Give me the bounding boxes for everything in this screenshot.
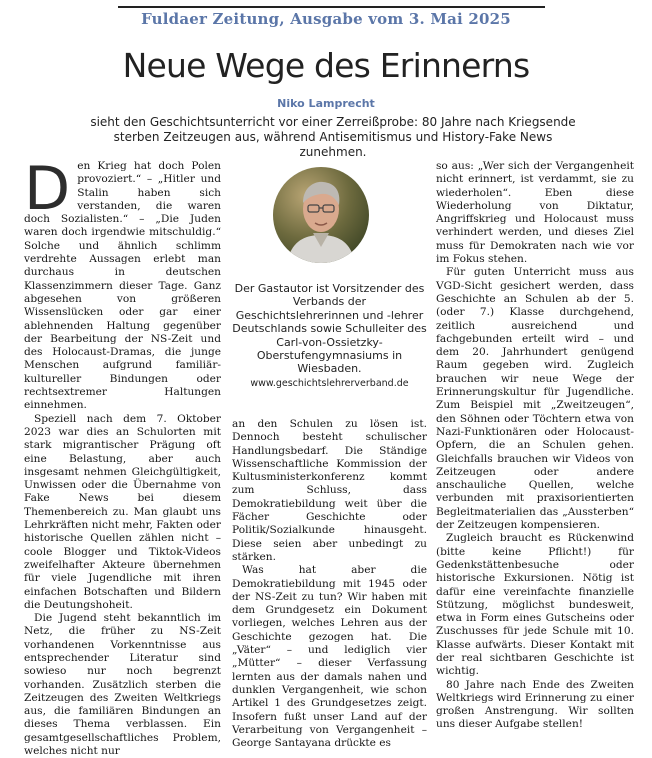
paragraph: an den Schulen zu lösen ist. Dennoch besteht schulischer Handlungsbedarf. Die Ständige Wissenschaftliche Kommission der Kultusministerkonferenz kommt zum Schluss, dass Demokratiebildung weit über die Fächer Geschichte oder Politik/Sozialkunde hinausgeht. Diese seien aber unbedingt zu stärken. <box>232 418 427 563</box>
dek-subheading: sieht den Geschichtsunterricht vor einer Zerreißprobe: 80 Jahre nach Kriegsende sterben Zeitzeugen aus, während Antisemitismus und History-Fake News zunehmen. <box>90 115 576 159</box>
headline: Neue Wege des Erinnerns <box>122 46 530 85</box>
article-column-2 <box>232 418 427 750</box>
caption-text: Der Gastautor ist Vorsitzender des Verbands der Geschichtslehrerinnen und -lehrer Deutschlands sowie Schulleiter des Carl-von-Ossietzky-Oberstufengymnasiums in Wiesbaden. <box>232 282 427 376</box>
article-column-1 <box>24 154 221 758</box>
paragraph: Was hat aber die Demokratiebildung mit 1945 oder der NS-Zeit zu tun? Wir haben mit dem Grundgesetz ein Dokument vorliegen, welches Lehren aus der Geschichte gezogen hat. Die „Väter“ – und lediglich vier „Mütter“ – dieser Verfassung lernten aus der damals nahen und dunklen Vergangenheit, wie schon Artikel 1 des Grundgesetzes zeigt. Insofern fußt unser Land auf der Verarbeitung von Vergangenheit – George Santayana drückte es <box>232 564 427 750</box>
paragraph: en Krieg hat doch Polen provoziert.“ – „Hitler und Stalin haben sich verstanden, die waren doch Sozialisten.“ – „Die Juden waren doch irgendwie mitschuldig.“ Solche und ähnlich schlimm verdrehte Aussagen erlebt man durchaus in deutschen Klassenzimmern dieser Tage. Ganz abgesehen von größeren Wissenslücken oder gar einer ablehnenden Haltung gegenüber der Bearbeitung der NS-Zeit und des Holocaust-Dramas, die junge Menschen aufgrund familiär-kultureller Bindungen oder rechtsextremer Haltungen einnehmen. <box>24 160 221 412</box>
author-name: Niko Lamprecht <box>277 97 375 110</box>
paragraph: Für guten Unterricht muss aus VGD-Sicht gesichert werden, dass Geschichte an Schulen ab der 5. (oder 7.) Klasse durchgehend, zeitlich ausreichend und fachgebunden erteilt wird – und dem 20. Jahrhundert genügend Raum gegeben wird. Zugleich brauchen wir neue Wege der Erinnerungskultur für Jugendliche. Zum Beispiel mit „Zweitzeugen“, den Söhnen oder Töchtern etwa von Nazi-Funktionären oder Holocaust-Opfern, die an Schulen gehen. Gleichfalls brauchen wir Videos von Zeitzeugen oder andere anschauliche Quellen, welche verbunden mit praxisorientierten Begleitmaterialien das „Aussterben“ der Zeitzeugen kompensieren. <box>436 266 634 532</box>
paragraph: so aus: „Wer sich der Vergangenheit nicht erinnert, ist verdammt, sie zu wiederholen“. Eben diese Wiederholung von Diktatur, Angriffskrieg und Holocaust muss verhindert werden, und dieses Ziel muss für Demokraten nach wie vor im Fokus stehen. <box>436 160 634 266</box>
paragraph: Die Jugend steht bekanntlich im Netz, die früher zu NS-Zeit vorhandenen Vorkenntnisse aus entsprechender Literatur sind sowieso nur noch begrenzt vorhanden. Zusätzlich sterben die Zeitzeugen des Zweiten Weltkriegs aus, die familiären Bindungen an dieses Thema verblassen. Ein gesamtgesellschaftliches Problem, welches nicht nur <box>24 612 221 758</box>
top-rule <box>118 6 545 8</box>
author-portrait <box>273 167 369 263</box>
paragraph: Speziell nach dem 7. Oktober 2023 war dies an Schulorten mit stark migrantischer Prägung oft eine Belastung, aber auch insgesamt nehmen Gleichgültigkeit, Unwissen oder die Übernahme von Fake News bei diesem Themenbereich zu. Man glaubt uns Lehrkräften nicht mehr, Fakten oder historische Quellen zählen nicht – coole Blogger und Tiktok-Videos zweifelhafter Akteure übernehmen für viele Jugendliche mit ihren einfachen Botschaften und Bildern die Deutungshoheit. <box>24 412 221 611</box>
caption-url: www.geschichtslehrerverband.de <box>250 377 409 389</box>
masthead: Fuldaer Zeitung, Ausgabe vom 3. Mai 2025 <box>141 10 511 28</box>
article-column-3 <box>436 160 634 732</box>
paragraph: Zugleich braucht es Rückenwind (bitte keine Pflicht!) für Gedenkstättenbesuche oder historische Exkursionen. Nötig ist dafür eine vereinfachte finanzielle Stützung, möglichst bundesweit, etwa in Form eines Gutscheins oder Zuschusses für jede Schule mit 10. Klasse aufwärts. Dieser Kontakt mit der real sichtbaren Geschichte ist wichtig. <box>436 532 634 678</box>
paragraph: 80 Jahre nach Ende des Zweiten Weltkriegs wird Erinnerung zu einer großen Anstrengung. Wir sollten uns dieser Aufgabe stellen! <box>436 678 634 731</box>
drop-cap: D <box>24 154 71 224</box>
photo-caption <box>232 282 427 390</box>
